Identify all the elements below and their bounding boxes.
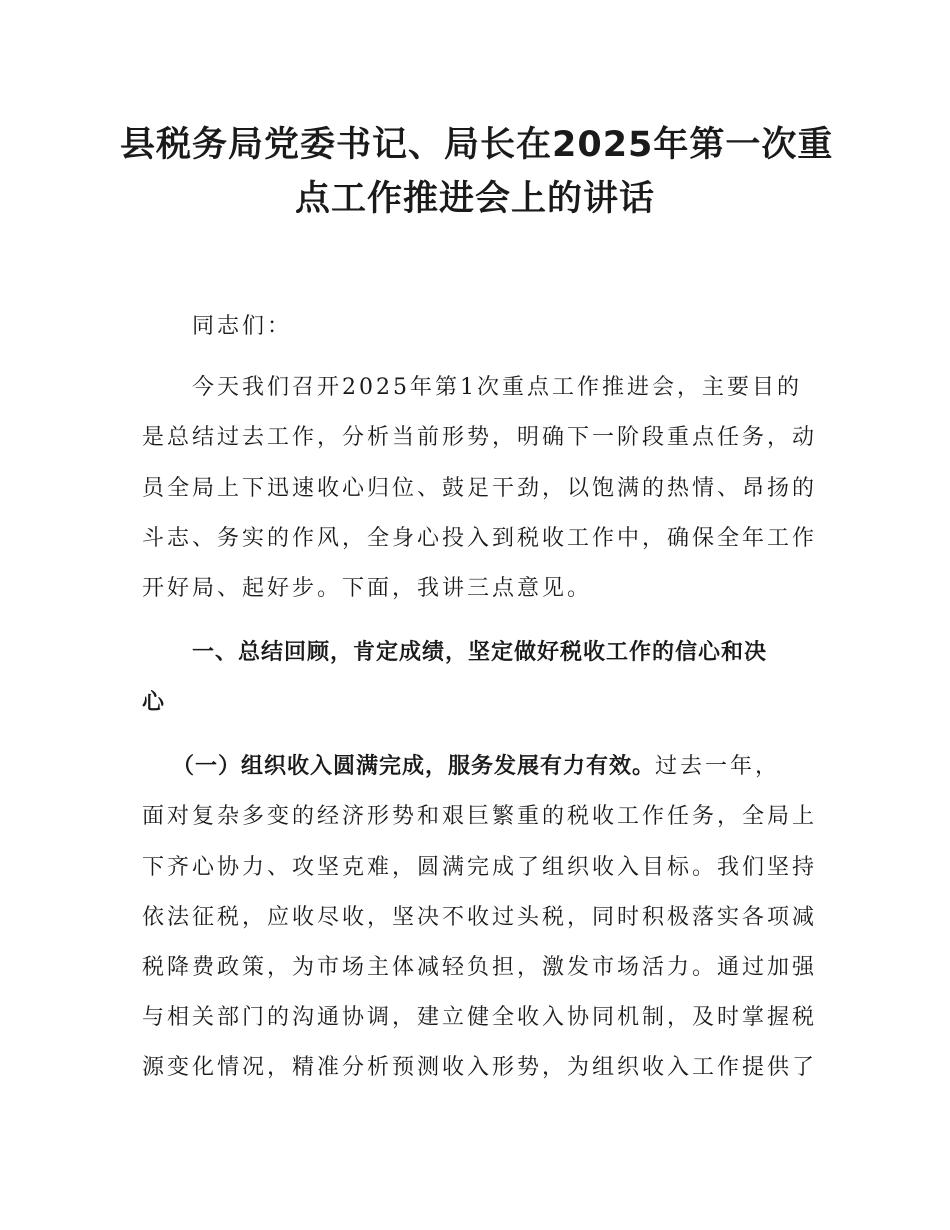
title-line-1: 县税务局党委书记、局长在2025年第一次重	[120, 125, 834, 165]
subsection1-lead: （一）组织收入圆满完成，服务发展有力有效。	[172, 754, 656, 779]
subsection1-first-line	[172, 752, 780, 782]
intro-line-4: 斗志、务实的作风，全身心投入到税收工作中，确保全年工作	[142, 526, 818, 551]
subsection1-first-line-rest: 过去一年，	[655, 754, 781, 779]
title-line-2: 点工作推进会上的讲话	[294, 179, 655, 219]
intro-line-1: 今天我们召开2025年第1次重点工作推进会，主要目的	[192, 375, 802, 400]
subsection1-line-2: 面对复杂多变的经济形势和艰巨繁重的税收工作任务，全局上	[142, 804, 818, 829]
intro-line-2: 是总结过去工作，分析当前形势，明确下一阶段重点任务，动	[142, 425, 818, 450]
intro-line-5: 开好局、起好步。下面，我讲三点意见。	[142, 576, 593, 601]
subsection1-line-4: 依法征税，应收尽收，坚决不收过头税，同时积极落实各项减	[142, 905, 818, 930]
intro-line-3: 员全局上下迅速收心归位、鼓足干劲，以饱满的热情、昂扬的	[142, 476, 818, 501]
section1-heading-line-2: 心	[142, 690, 166, 715]
subsection1-line-3: 下齐心协力、攻坚克难，圆满完成了组织收入目标。我们坚持	[142, 855, 818, 880]
subsection1-line-5: 税降费政策，为市场主体减轻负担，激发市场活力。通过加强	[142, 955, 818, 980]
subsection1-line-7: 源变化情况，精准分析预测收入形势，为组织收入工作提供了	[142, 1055, 818, 1080]
subsection1-line-6: 与相关部门的沟通协调，建立健全收入协同机制，及时掌握税	[142, 1005, 818, 1030]
salutation: 同志们：	[192, 314, 293, 339]
document-title	[120, 118, 834, 226]
section1-heading-line-1: 一、总结回顾，肯定成绩，坚定做好税收工作的信心和决	[192, 640, 768, 665]
